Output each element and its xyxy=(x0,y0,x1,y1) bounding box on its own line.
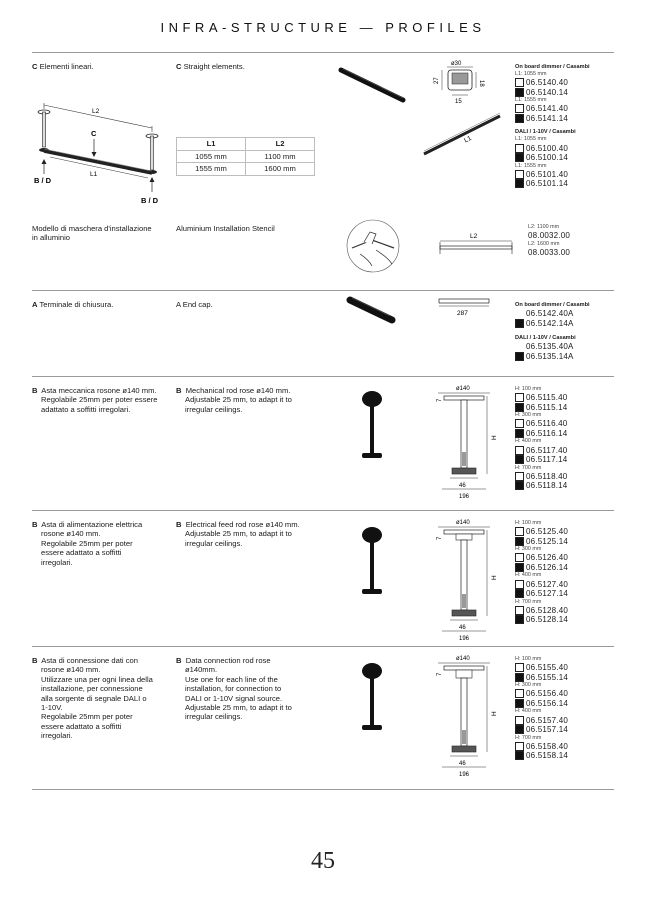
svg-text:196: 196 xyxy=(459,494,470,500)
page-number: 45 xyxy=(311,848,335,874)
table-header: L2 xyxy=(246,138,315,151)
diagram-c-label: C xyxy=(91,129,97,138)
white-finish-swatch xyxy=(515,689,524,698)
dim-d18: 18 xyxy=(478,80,484,87)
data-rod-drawing xyxy=(432,652,504,780)
white-finish-swatch xyxy=(515,419,524,428)
code-row: 06.5118.40 xyxy=(515,472,615,482)
white-finish-swatch xyxy=(515,606,524,615)
code-row: 06.5118.14 xyxy=(515,481,615,491)
stencil-l2-label: L2 xyxy=(470,233,478,240)
code-row: 06.5101.14 xyxy=(515,179,615,189)
mechanical-rod-drawing xyxy=(432,382,504,502)
profile-photo-top xyxy=(335,62,410,110)
code-row: 08.0033.00 xyxy=(528,247,571,257)
code-row: 06.5142.40A xyxy=(526,309,574,319)
s1-en-description: C Straight elements. xyxy=(176,62,245,71)
code-row: 06.5158.14 xyxy=(515,751,615,761)
code-row: 06.5115.14 xyxy=(515,403,615,413)
code-row: 06.5135.14A xyxy=(515,352,615,362)
stencil-usage-illustration xyxy=(342,218,404,274)
code-row: 06.5140.40 xyxy=(515,78,615,88)
table-header: L1 xyxy=(177,138,246,151)
white-finish-swatch xyxy=(515,144,524,153)
code-row: 06.5125.40 xyxy=(515,527,615,537)
black-finish-swatch xyxy=(515,153,524,162)
s1-codes: On board dimmer / Casambi L1: 1055 mm 06.5140.40 06.5140.14 L1: 1555 mm 06.5141.40 06.5141.14 DALI / 1-10V / Casambi L1: 1055 mm 06.5100.40 06.5100.14 L1: 1555 mm 06.5101.40 06.5101.14 xyxy=(515,60,615,189)
code-row: 06.5127.14 xyxy=(515,589,615,599)
white-finish-swatch xyxy=(515,104,524,113)
black-finish-swatch xyxy=(515,563,524,572)
white-finish-swatch xyxy=(515,580,524,589)
s6-codes: H: 100 mm 06.5155.40 06.5155.14 H: 300 mm 06.5156.40 06.5156.14 H: 400 mm 06.5157.40 06.5157.14 H: 700 mm 06.5158.40 06.5158.14 xyxy=(515,656,615,761)
code-row: 06.5140.14 xyxy=(515,88,615,98)
code-row: 06.5116.14 xyxy=(515,429,615,439)
code-row: 06.5128.40 xyxy=(515,606,615,616)
s5-codes: H: 100 mm 06.5125.40 06.5125.14 H: 300 mm 06.5126.40 06.5126.14 H: 400 mm 06.5127.40 06.5127.14 H: 700 mm 06.5128.40 06.5128.14 xyxy=(515,520,615,625)
code-row: 06.5127.40 xyxy=(515,579,615,589)
black-finish-swatch xyxy=(515,319,524,328)
black-finish-swatch xyxy=(515,615,524,624)
end-cap-length: 287 xyxy=(457,310,468,317)
white-finish-swatch xyxy=(515,742,524,751)
s2-en-description: Aluminium Installation Stencil xyxy=(176,224,275,233)
black-finish-swatch xyxy=(515,481,524,490)
s4-it-description: B Asta meccanica rosone ø140 mm. Regolabile 25mm per poter essere adattato a soffitti irregolari. xyxy=(32,386,158,414)
svg-text:196: 196 xyxy=(459,636,470,642)
s5-it-description: B Asta di alimentazione elettrica rosone ø140 mm. Regolabile 25mm per poter essere adattato a soffitti irregolari. xyxy=(32,520,143,567)
black-finish-swatch xyxy=(515,429,524,438)
diagram-bd-right-label: B / D xyxy=(141,196,159,205)
s2-it-description: Modello di maschera d'installazione in alluminio xyxy=(32,224,152,243)
svg-text:ø140: ø140 xyxy=(456,386,470,392)
profile-length-drawing xyxy=(420,110,505,160)
code-row: 08.0032.00 xyxy=(528,231,571,240)
table-row: 1555 mm 1600 mm xyxy=(177,163,315,176)
divider xyxy=(32,290,614,291)
code-row: 06.5157.14 xyxy=(515,725,615,735)
dim-d30: ø30 xyxy=(451,61,462,67)
code-row: 06.5156.40 xyxy=(515,689,615,699)
svg-text:7: 7 xyxy=(437,398,443,402)
s5-en-description: B Electrical feed rod rose ø140 mm. Adjustable 25 mm, to adapt it to irregular ceilings. xyxy=(176,520,300,548)
code-row: 06.5126.14 xyxy=(515,563,615,573)
code-group-title: DALI / 1-10V / Casambi xyxy=(515,129,576,136)
s6-en-description: B Data connection rod rose ø140mm. Use one for each line of the installation, for connection to DALI or 1-10V signal source. Adjustable 25 mm, to adapt it to irregular ceilings. xyxy=(176,656,292,722)
svg-text:46: 46 xyxy=(459,625,466,631)
svg-text:7: 7 xyxy=(437,536,443,540)
divider xyxy=(32,646,614,647)
code-row: 06.5158.40 xyxy=(515,742,615,752)
end-cap-drawing xyxy=(436,296,492,320)
black-finish-swatch xyxy=(515,88,524,97)
code-row: 06.5156.14 xyxy=(515,699,615,709)
stencil-drawing xyxy=(432,230,520,258)
black-finish-swatch xyxy=(515,537,524,546)
svg-text:H: H xyxy=(491,711,498,716)
svg-text:46: 46 xyxy=(459,483,466,489)
s4-codes: H: 100 mm 06.5115.40 06.5115.14 H: 300 mm 06.5116.40 06.5116.14 H: 400 mm 06.5117.40 06.5117.14 H: 700 mm 06.5118.40 06.5118.14 xyxy=(515,386,615,491)
s6-it-description: B Asta di connessione dati con rosone ø140 mm. Utilizzare una per ogni linea della installazione, per connessione alla sorgente di segnale DALI o 1-10V. Regolabile 25mm per poter essere adattato a soffitti irregolari. xyxy=(32,656,153,741)
black-finish-swatch xyxy=(515,455,524,464)
code-row: 06.5100.14 xyxy=(515,153,615,163)
black-finish-swatch xyxy=(515,114,524,123)
white-finish-swatch xyxy=(515,716,524,725)
dim-l1: L1 xyxy=(463,134,473,145)
page-header: INFRA-STRUCTURE — PROFILES xyxy=(160,20,486,35)
svg-text:46: 46 xyxy=(459,761,466,767)
white-finish-swatch xyxy=(515,446,524,455)
mechanical-rod-photo xyxy=(354,390,390,466)
svg-text:H: H xyxy=(491,435,498,440)
dim-d15: 15 xyxy=(455,99,462,105)
white-finish-swatch xyxy=(515,527,524,536)
code-row: 06.5100.40 xyxy=(515,143,615,153)
divider xyxy=(32,510,614,511)
svg-text:ø140: ø140 xyxy=(456,520,470,526)
dim-d27: 27 xyxy=(434,77,440,84)
s2-codes: L2: 1100 mm 08.0032.00 L2: 1600 mm 08.0033.00 xyxy=(528,224,628,257)
profile-section-drawing xyxy=(430,58,492,110)
black-finish-swatch xyxy=(515,673,524,682)
black-finish-swatch xyxy=(515,589,524,598)
diagram-l1-label: L1 xyxy=(90,171,98,178)
code-row: 06.5117.40 xyxy=(515,445,615,455)
black-finish-swatch xyxy=(515,725,524,734)
s3-codes xyxy=(515,298,615,361)
end-cap-photo xyxy=(342,292,400,328)
black-finish-swatch xyxy=(515,403,524,412)
code-row: 06.5141.40 xyxy=(515,104,615,114)
code-row: 06.5135.40A xyxy=(526,342,574,352)
white-finish-swatch xyxy=(515,170,524,179)
code-group-title: On board dimmer / Casambi xyxy=(515,64,590,70)
diagram-l2-label: L2 xyxy=(92,108,100,115)
code-group-title: DALI / 1-10V / Casambi xyxy=(515,335,576,342)
white-finish-swatch xyxy=(515,472,524,481)
data-rod-photo xyxy=(354,662,390,738)
code-row: 06.5125.14 xyxy=(515,537,615,547)
straight-element-diagram xyxy=(30,100,165,210)
svg-text:ø140: ø140 xyxy=(456,656,470,662)
feed-rod-drawing xyxy=(432,516,504,644)
white-finish-swatch xyxy=(515,553,524,562)
white-finish-swatch xyxy=(515,393,524,402)
s3-it-description: A Terminale di chiusura. xyxy=(32,300,114,309)
svg-text:H: H xyxy=(491,575,498,580)
white-finish-swatch xyxy=(515,78,524,87)
code-row: 06.5157.40 xyxy=(515,715,615,725)
black-finish-swatch xyxy=(515,751,524,760)
s4-en-description: B Mechanical rod rose ø140 mm. Adjustable 25 mm, to adapt it to irregular ceilings. xyxy=(176,386,292,414)
table-row: 1055 mm 1100 mm xyxy=(177,150,315,163)
s3-en-description: A End cap. xyxy=(176,300,213,309)
divider xyxy=(32,52,614,53)
code-row: 06.5142.14A xyxy=(515,319,615,329)
black-finish-swatch xyxy=(515,699,524,708)
white-finish-swatch xyxy=(515,663,524,672)
divider xyxy=(32,789,614,790)
s1-it-description: C Elementi lineari. xyxy=(32,62,94,71)
svg-text:196: 196 xyxy=(459,772,470,778)
code-row: 06.5128.14 xyxy=(515,615,615,625)
code-group-title: On board dimmer / Casambi xyxy=(515,302,590,308)
black-finish-swatch xyxy=(515,352,524,361)
code-row: 06.5117.14 xyxy=(515,455,615,465)
code-row: 06.5141.14 xyxy=(515,114,615,124)
feed-rod-photo xyxy=(354,526,390,602)
svg-text:7: 7 xyxy=(437,672,443,676)
code-row: 06.5155.40 xyxy=(515,663,615,673)
code-row: 06.5155.14 xyxy=(515,673,615,683)
diagram-bd-left-label: B / D xyxy=(34,176,52,185)
code-row: 06.5116.40 xyxy=(515,419,615,429)
code-row: 06.5126.40 xyxy=(515,553,615,563)
code-row: 06.5115.40 xyxy=(515,393,615,403)
black-finish-swatch xyxy=(515,179,524,188)
code-row: 06.5101.40 xyxy=(515,170,615,180)
divider xyxy=(32,376,614,377)
length-table xyxy=(176,137,315,176)
